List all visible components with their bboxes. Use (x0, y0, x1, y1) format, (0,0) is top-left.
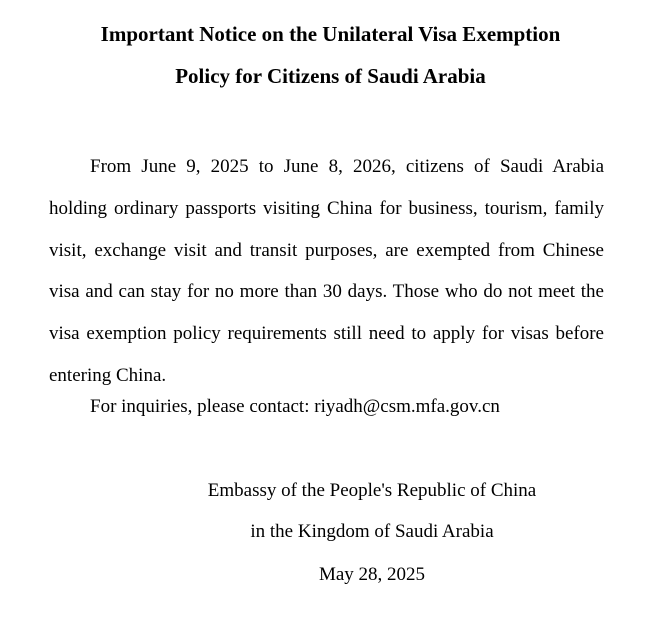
signature-date: May 28, 2025 (318, 564, 426, 585)
notice-title-line-1: Important Notice on the Unilateral Visa Exemption (100, 22, 561, 46)
signature-embassy-name: Embassy of the People's Republic of China (207, 480, 537, 501)
signature-embassy-location: in the Kingdom of Saudi Arabia (250, 521, 494, 542)
notice-title-line-2: Policy for Citizens of Saudi Arabia (175, 64, 486, 88)
contact-line: For inquiries, please contact: riyadh@csm.mfa.gov.cn (90, 396, 500, 417)
notice-body-paragraph: From June 9, 2025 to June 8, 2026, citizens of Saudi Arabia holding ordinary passports visiting China for business, tourism, family visit, exchange visit and transit purposes, are exempted from Chinese visa and can stay for no more than 30 days. Those who do not meet the visa exemption policy requirements still need to apply for visas before entering China. (49, 156, 604, 386)
